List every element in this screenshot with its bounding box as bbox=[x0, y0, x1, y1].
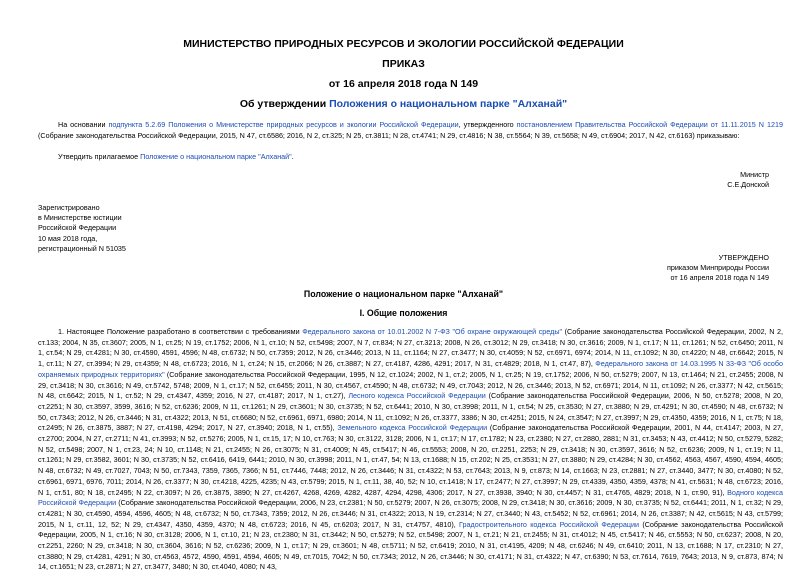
doc-type-heading: ПРИКАЗ bbox=[382, 58, 425, 70]
registration-line: регистрационный N 51035 bbox=[38, 243, 126, 253]
approval-line: приказом Минприроды России bbox=[666, 263, 769, 273]
regulation-paragraph-1 bbox=[38, 327, 783, 573]
ministry-heading: МИНИСТЕРСТВО ПРИРОДНЫХ РЕСУРСОВ И ЭКОЛОГИИ РОССИЙСКОЙ ФЕДЕРАЦИИ bbox=[183, 38, 624, 50]
registration-line: в Министерстве юстиции bbox=[38, 213, 122, 223]
link-protected-areas-law[interactable]: Федерального закона от 14.03.1995 N 33-ФЗ "Об особо охраняемых природных территориях" bbox=[38, 359, 783, 379]
signature-name: С.Е.Донской bbox=[727, 180, 769, 190]
approval-line: от 16 апреля 2018 года N 149 bbox=[670, 273, 769, 283]
link-urban-code[interactable]: Градостроительного кодекса Российской Федерации bbox=[459, 519, 640, 529]
intro-text-c: (Собрание законодательства Российской Федерации, 2015, N 47, ст.6586; 2016, N 2, ст.325; N 25, ст.3811; N 28, ст.4741; N 29, ст.4816; N 38, ст.5564; N 39, ст.5658; N 49, ст.6904; 2017, N 42, ст.6163) приказываю: bbox=[38, 130, 740, 140]
intro-text-a: На основании bbox=[58, 120, 109, 129]
signature-block bbox=[727, 170, 769, 190]
link-forest-code[interactable]: Лесного кодекса Российской Федерации bbox=[348, 391, 486, 401]
reg-text-c: (Собрание законодательства Российской Федерации, 1995, N 12, ст.1024; 2002, N 1, ст.2; 2005, N 1, ст.25; N 19, ст.1752; 2006, N 50, ст.5279; 2007, N 13, ст.1464; N 21, ст.2455; 2008, N 29, ст.3418; N 30, ст.3616; N 49, ст.5742, 5748; 2009, N 1, ст.17; N 52, ст.6455; 2011, N 30, ст.4567, ст.4590; N 48, ст.6732; N 49, ст.7043; 2012, N 26, ст.3446; 2013, N 52, ст.6971; 2014, N 11, ст.1092; N 26, ст.3377; N 42, ст.5615; N 48, ст.6642; 2015, N 1, ст.52; N 29, ст.4347, 4359; 2016, N 27, ст.4187; 2017, N 1, ст.27), bbox=[38, 369, 784, 401]
reg-text-e: (Собрание законодательства Российской Федерации, 2001, N 44, ст.4147; 2003, N 27, ст.2700; 2004, N 27, ст.2711; N 41, ст.3993; N 52, ст.5276; 2005, N 1, ст.15, 17; N 10, ст.763; N 30, ст.3122, 3128; 2006, N 1, ст.17; N 17, ст.1782; N 23, ст.2380; N 27, ст.2880, 2881; N 31, ст.3453; N 43, ст.4412; N 50, ст.5279, 5282; N 52, ст.5498; 2007, N 1, ст.23, 24; N 10, ст.1148; N 21, ст.2455; N 26, ст.3075; N 31, ст.4009; N 45, ст.5417; N 46, ст.5553; 2008, N 20, ст.2251, 2253; N 29, ст.3418; N 30, ст.3597, 3616; N 52, ст.6236; 2009, N 1, ст.19; N 11, ст.1261; N 29, ст.3582, 3601; N 30, ст.3735; N 52, ст.6416, 6419, 6441; 2010, N 30, ст.3998; 2011, N 1, ст.47, 54; N 13, ст.1688; N 15, ст.202; N 25, ст.3531; N 27, ст.3880; N 29, ст.4284; N 30, ст.4562, 4563, 4567, 4590, 4594, 4605; N 48, ст.6732; N 49, ст.7027, 7043; N 50, ст.7343, 7359, 7365, 7366; N 51, ст.7446, 7448; 2012, N 26, ст.3446; N 31, ст.4322; N 53, ст.7643; 2013, N 9, ст.873; N 14, ст.1663; N 23, ст.2881; N 27, ст.3440, 3477; N 30, ст.4080; N 52, ст.6961, 6971, 6976, 7011; 2014, N 26, ст.3377; N 30, ст.4218, 4225, 4235; N 43, ст.5799; 2015, N 1, ст.11, 38, 40, 52; N 10, ст.1418; N 17, ст.2477; N 27, ст.3997; N 29, ст.4339, 4350, 4359, 4378; N 41, ст.5631; N 48, ст.6723; 2016, N 1, ст.51, 80; N 18, ст.2495; N 22, ст.3097; N 26, ст.3875, 3890; N 27, ст.4267, 4268, 4269, 4282, 4287, 4294, 4298, 4306; 2017, N 27, ст.3938, 3940; N 30, ст.4457; N 31, ст.4765, 4829; 2018, N 1, ст.90, 91), bbox=[38, 423, 783, 497]
approve-text-b: . bbox=[291, 152, 294, 161]
link-regulation[interactable]: Положение о национальном парке "Алханай" bbox=[140, 152, 292, 161]
registration-line: Российской Федерации bbox=[38, 223, 117, 233]
reg-text-d: (Собрание законодательства Российской Федерации, 2006, N 50, ст.5278; 2008, N 20, ст.2251; N 30, ст.3597, 3599, 3616; N 52, ст.6236; 2009, N 11, ст.1261; N 29, ст.3601; N 30, ст.3735; N 52, ст.6441; 2010, N 30, ст.3998; 2011, N 1, ст.54; N 25, ст.3530; N 27, ст.3880; N 29, ст.4291; N 30, ст.4590; N 48, ст.6732; N 50, ст.7343; 2012, N 26, ст.3446; N 31, ст.4322; 2013, N 51, ст.6680; N 52, ст.6961, 6971, 6980; 2014, N 11, ст.1092; N 26, ст.3377, 3386; N 30, ст.4251; 2015, N 24, ст.3547; N 27, ст.3997; N 29, ст.4350, 4359; 2016, N 1, ст.75; N 18, ст.2495; N 26, ст.3875, 3887; N 27, ст.4198, 4294; 2017, N 27, ст.3940; 2018, N 1, ст.55), bbox=[38, 391, 783, 433]
registration-line: Зарегистрировано bbox=[38, 203, 100, 212]
approve-text-a: Утвердить прилагаемое bbox=[58, 152, 141, 161]
registration-line: 10 мая 2018 года, bbox=[38, 233, 98, 243]
approval-block bbox=[667, 253, 769, 284]
intro-text-b: , утвержденного bbox=[458, 120, 517, 129]
doc-date-number: от 16 апреля 2018 года N 149 bbox=[328, 78, 479, 90]
approve-paragraph bbox=[38, 152, 783, 163]
reg-text-a: 1. Настоящее Положение разработано в соответствии с требованиями bbox=[58, 327, 303, 336]
link-land-code[interactable]: Земельного кодекса Российской Федерации bbox=[337, 423, 488, 433]
link-env-protection-law[interactable]: Федерального закона от 10.01.2002 N 7-ФЗ "Об охране окружающей среды" bbox=[302, 327, 563, 336]
reg-text-g: (Собрание законодательства Российской Федерации, 2005, N 1, ст.16; N 30, ст.3128; 2006, N 1, ст.10, 21; N 23, ст.2380; N 31, ст.3442; N 50, ст.5279; N 52, ст.5498; 2007, N 1, ст.21; N 21, ст.2455; N 31, ст.4012; N 45, ст.5417; N 46, ст.5553; N 50, ст.6237; 2008, N 20, ст.2251, 2260; N 29, ст.3418; N 30, ст.3604, 3616; N 52, ст.6236; 2009, N 1, ст.17; N 29, ст.3601; N 48, ст.5711; N 52, ст.6419; 2010, N 31, ст.4195, 4209; N 48, ст.6246; N 49, ст.6410; 2011, N 13, ст.1688; N 17, ст.2310; N 27, ст.3880; N 29, ст.4281, 4291; N 30, ст.4563, 4572, 4590, 4591, 4594, 4605; N 49, ст.7015, 7042; N 50, ст.7343; 2012, N 26, ст.3446; N 30, ст.4171; N 31, ст.4322; N 47, ст.6390; N 53, ст.7614, 7619, 7643; 2013, N 9, ст.873, 874; N 14, ст.1651; N 23, ст.2871; N 27, ст.3477, 3480; N 30, ст.4040, 4080; N 43, bbox=[38, 519, 783, 572]
regulation-title: Положение о национальном парке "Алханай" bbox=[303, 289, 504, 299]
section-heading: I. Общие положения bbox=[359, 308, 448, 318]
link-water-code[interactable]: Водного кодекса Российской Федерации bbox=[38, 487, 783, 508]
link-ministry-regulation[interactable]: подпункта 5.2.69 Положения о Министерстве природных ресурсов и экологии Российской Федерации bbox=[108, 120, 459, 129]
link-government-resolution[interactable]: постановлением Правительства Российской Федерации от 11.11.2015 N 1219 bbox=[516, 120, 783, 129]
reg-text-f: (Собрание законодательства Российской Федерации, 2006, N 23, ст.2381; N 50, ст.5279; 2007, N 26, ст.3075; 2008, N 29, ст.3418; N 30, ст.3616; 2009, N 30, ст.3735; N 52, ст.6441; 2011, N 1, ст.32; N 29, ст.4281; N 30, ст.4590, 4594, 4596, 4605; N 48, ст.6732; N 50, ст.7343, 7359; 2012, N 26, ст.3446; N 31, ст.4322; 2013, N 19, ст.2314; N 27, ст.3440; N 43, ст.5452; N 52, ст.6961; 2014, N 26, ст.3387; N 42, ст.5615; N 43, ст.5799; 2015, N 1, ст.11, 12, 52; N 29, ст.4347, 4350, 4359, 4370; N 48, ст.6723; 2016, N 45, ст.6203; 2017, N 31, ст.4757, 4810), bbox=[38, 498, 783, 529]
approval-line: УТВЕРЖДЕНО bbox=[718, 253, 769, 262]
doc-title-link[interactable]: Положения о национальном парке "Алханай" bbox=[329, 98, 568, 110]
intro-paragraph bbox=[38, 120, 783, 141]
doc-title-prefix: Об утверждении bbox=[239, 98, 330, 110]
signature-position: Министр bbox=[740, 170, 769, 179]
reg-text-b: (Собрание законодательства Российской Федерации, 2002, N 2, ст.133; 2004, N 35, ст.3607; 2005, N 1, ст.25; N 19, ст.1752; 2006, N 1, ст.10; N 52, ст.5498; 2007, N 7, ст.834; N 27, ст.3213; 2008, N 26, ст.3012; N 29, ст.3418; N 30, ст.3616; 2009, N 1, ст.17; N 11, ст.1261; N 52, ст.6450; 2011, N 1, ст.54; N 29, ст.4281; N 30, ст.4590, 4591, 4596; N 48, ст.6732; N 50, ст.7359; 2012, N 26, ст.3446; 2013, N 11, ст.1164; N 27, ст.3477; N 30, ст.4059; N 52, ст.6971, 6974; 2014, N 11, ст.1092; N 30, ст.4220; N 48, ст.6642; 2015, N 1, ст.11; N 27, ст.3994; N 29, ст.4359; N 48, ст.6723; 2016, N 1, ст.24; N 15, ст.2066; N 26, ст.3887; N 27, ст.4187, 4286, 4291; 2017, N 31, ст.4829; 2018, N 1, ст.47, 87), bbox=[38, 327, 783, 369]
registration-block bbox=[38, 203, 126, 254]
doc-title bbox=[0, 98, 807, 110]
